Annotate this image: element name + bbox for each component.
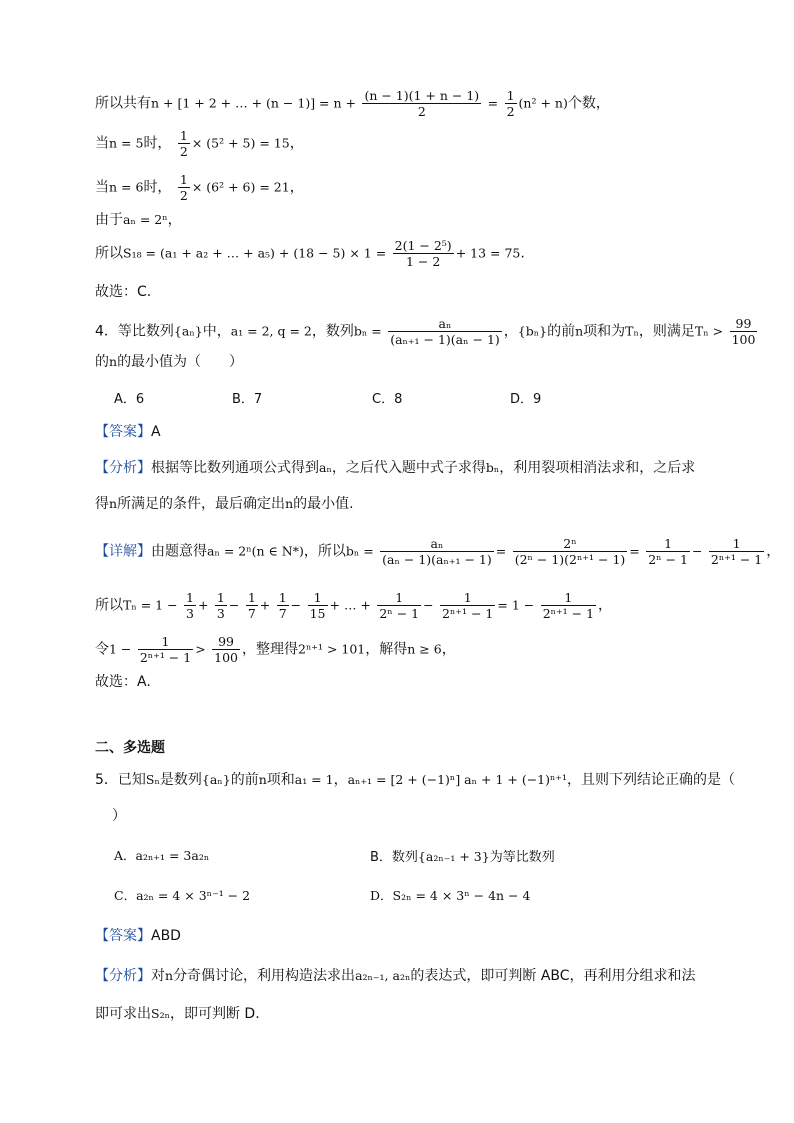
math: bₙ =: [353, 323, 382, 339]
analysis-tag: 【分析】: [95, 968, 151, 984]
text: ，: [289, 135, 304, 152]
denominator: 3: [186, 606, 194, 621]
math: bₙ: [485, 460, 500, 475]
option-c: C．8: [372, 392, 403, 407]
math: {aₙ}: [173, 323, 203, 339]
text: 所满足的条件，最后确定出: [117, 496, 286, 512]
math: n: [109, 496, 118, 511]
denominator: 2ⁿ − 1: [648, 552, 688, 567]
numerator: aₙ: [380, 536, 494, 552]
text: 的前: [230, 772, 259, 788]
numerator: 1: [646, 536, 690, 552]
denominator: 7: [278, 606, 287, 621]
text: ，: [598, 597, 613, 614]
fraction: [212, 634, 240, 665]
q5-answer: [95, 926, 181, 946]
solution-line-5: [95, 238, 525, 269]
section-heading: [95, 738, 165, 758]
detail-tag: 【详解】: [95, 543, 151, 560]
fraction: [308, 590, 328, 621]
math: n = 6: [109, 179, 144, 195]
question-4-stem: [95, 316, 759, 347]
option-c: [114, 886, 250, 904]
q4-final: [95, 672, 151, 692]
solution-line-3: [95, 172, 304, 203]
text: 中，: [202, 323, 231, 340]
answer-value: ABD: [151, 928, 181, 944]
fraction: [215, 590, 227, 621]
math: a₁ = 2, q = 2: [230, 323, 312, 339]
text: 即可求出: [95, 1006, 151, 1022]
option-d: [370, 886, 530, 904]
numerator: 1: [278, 590, 287, 605]
math: −: [691, 543, 703, 559]
fraction: [513, 536, 628, 567]
text: B．数列: [370, 850, 418, 865]
text: ，: [289, 179, 304, 196]
option-d: D．9: [510, 392, 542, 407]
math: (n² + n): [518, 95, 568, 111]
text: ，: [333, 772, 348, 788]
numerator: 1: [216, 590, 225, 605]
text: 的: [95, 354, 109, 370]
text: 所以共有: [95, 95, 151, 112]
text: 令: [95, 641, 109, 658]
denominator: (aₙ₊₁ − 1)(aₙ − 1): [390, 332, 500, 347]
math: n: [165, 968, 174, 983]
text: 的表达式，即可判断 ABC，再利用分组求和法: [410, 968, 696, 984]
math: D．S₂ₙ = 4 × 3ⁿ − 4n − 4: [370, 888, 531, 903]
text: 的前: [547, 323, 576, 340]
math: Sₙ: [145, 772, 160, 787]
fraction: [138, 634, 193, 665]
text: 所以: [95, 597, 123, 614]
fraction: [184, 590, 196, 621]
denominator: 7: [247, 606, 256, 621]
math: aₙ = 2ⁿ(n ∈ N*): [207, 543, 304, 559]
denominator: 2: [179, 144, 188, 159]
text: 4．等比数列: [95, 323, 174, 340]
answer-value: A: [151, 424, 161, 440]
text: ，所以: [303, 543, 346, 560]
question-4-stem-line-2: [95, 352, 243, 372]
math: Tₙ: [625, 323, 639, 339]
text: ，数列: [311, 323, 354, 340]
denominator: 2ⁿ − 1: [379, 606, 420, 621]
text: 分奇偶讨论，利用构造法求出: [173, 968, 356, 984]
text: 是数列: [159, 772, 202, 788]
math: S₁₈ = (a₁ + a₂ + … + a₅) + (18 − 5) × 1 =: [123, 245, 387, 261]
math: Tₙ = 1 −: [123, 597, 178, 613]
math: S₂ₙ: [151, 1006, 170, 1021]
numerator: 2(1 − 2⁵): [394, 238, 452, 253]
fraction: [380, 536, 494, 567]
text: ，整理得: [242, 641, 298, 658]
math: Tₙ >: [694, 323, 724, 339]
text: 二、多选题: [95, 740, 165, 756]
text: ，: [503, 323, 518, 340]
math: {bₙ}: [517, 323, 548, 339]
math: =: [629, 543, 640, 559]
text: ）: [112, 808, 126, 824]
text: 当: [95, 135, 109, 152]
numerator: 1: [138, 634, 193, 650]
math: = 1 −: [497, 597, 535, 613]
solution-line-4: [95, 210, 182, 230]
math: n: [575, 323, 584, 339]
question-5-stem: [95, 770, 735, 790]
numerator: 1: [308, 590, 328, 606]
math: >: [195, 641, 206, 657]
text: ，利用裂项相消法求和，之后求: [499, 460, 696, 476]
numerator: aₙ: [388, 316, 502, 332]
math: =: [487, 95, 499, 111]
text: ，: [167, 212, 182, 228]
denominator: 100: [731, 332, 756, 347]
text: 由于: [95, 212, 123, 228]
math: {aₙ}: [201, 772, 231, 787]
fraction: [730, 316, 758, 347]
question-5-stem-line-2: [112, 806, 126, 826]
text: 故选：A.: [95, 674, 151, 690]
text: 故选：C.: [95, 284, 152, 300]
numerator: 1: [709, 536, 764, 552]
math: a₂ₙ₋₁, a₂ₙ: [355, 968, 411, 983]
denominator: 2ⁿ⁺¹ − 1: [139, 650, 192, 665]
denominator: 2ⁿ⁺¹ − 1: [542, 606, 595, 621]
text: 的最小值.: [293, 496, 354, 512]
math: bₙ =: [345, 543, 374, 559]
denominator: 2: [417, 104, 426, 119]
denominator: (2ⁿ − 1)(2ⁿ⁺¹ − 1): [514, 552, 626, 567]
text: 项和为: [583, 323, 626, 340]
denominator: 2ⁿ⁺¹ − 1: [710, 552, 763, 567]
numerator: 1: [179, 172, 188, 187]
denominator: 100: [214, 650, 238, 665]
math: n ≥ 6: [407, 641, 442, 657]
text: 当: [95, 179, 109, 196]
fraction: [393, 238, 454, 269]
denominator: 3: [216, 606, 225, 621]
math: n + [1 + 2 + … + (n − 1)] = n +: [151, 95, 356, 111]
text: 得: [95, 496, 109, 512]
solution-line-2: [95, 128, 304, 159]
q5-analysis-line-1: [95, 966, 696, 986]
numerator: 1: [186, 590, 194, 605]
denominator: (aₙ − 1)(aₙ₊₁ − 1): [382, 552, 492, 567]
q5-analysis-line-2: [95, 1004, 260, 1024]
text: 5．已知: [95, 772, 146, 788]
fraction: [505, 88, 517, 119]
analysis-tag: 【分析】: [95, 460, 151, 476]
text: .: [520, 245, 525, 262]
denominator: 2ⁿ⁺¹ − 1: [442, 606, 494, 621]
math: n: [109, 354, 118, 369]
math: n = 5: [109, 135, 144, 151]
math: aₙ₊₁ = [2 + (−1)ⁿ] aₙ + 1 + (−1)ⁿ⁺¹: [347, 772, 568, 787]
fraction: [440, 590, 495, 621]
numerator: (n − 1)(1 + n − 1): [364, 88, 480, 103]
text: 对: [151, 968, 165, 984]
fraction: [377, 590, 421, 621]
text: ，即可判断 D.: [169, 1006, 260, 1022]
text: 根据等比数列通项公式得到: [151, 460, 319, 476]
denominator: 15: [309, 606, 326, 621]
text: ，: [441, 641, 456, 658]
math: × (6² + 6) = 21: [191, 179, 290, 195]
math: 1 −: [109, 641, 132, 657]
text: ，: [766, 543, 781, 560]
option-a: A．6: [114, 392, 145, 407]
math: C．a₂ₙ = 4 × 3ⁿ⁻¹ − 2: [114, 888, 251, 903]
text: 时，: [143, 135, 172, 152]
math: 2ⁿ⁺¹ > 101: [298, 641, 366, 657]
fraction: [178, 172, 190, 203]
fraction: [541, 590, 596, 621]
option-b: B．7: [232, 392, 263, 407]
math: aₙ: [319, 460, 332, 475]
text: 的最小值为（ ）: [117, 354, 244, 370]
solution-line-1: [95, 88, 610, 119]
numerator: 1: [247, 590, 256, 605]
text: 所以: [95, 245, 123, 262]
text: 项和: [266, 772, 295, 788]
text: 为等比数列: [489, 850, 555, 865]
math: {a₂ₙ₋₁ + 3}: [417, 849, 490, 864]
denominator: 2: [179, 188, 188, 203]
q4-analysis-line-1: [95, 458, 695, 478]
fraction: [388, 316, 502, 347]
math: n: [258, 772, 267, 787]
text: 时，: [143, 179, 172, 196]
text: ，解得: [365, 641, 408, 658]
text: ，之后代入题中式子求得: [331, 460, 486, 476]
option-a: [114, 846, 209, 864]
q4-sum-line: 所以Tₙ = 1 − $\frac{1}{3}$ + $\frac{1}{3}$ − $\frac{1}{7}$ + $\frac{1}{7}$ − $\frac{1}{15}$ + … + $\frac{1}{\text{2ⁿ − 1}}$ − $\frac{1}{\text{2ⁿ⁺¹ − 1}}$ = 1 − $\frac{1}{\text{2ⁿ⁺¹ − 1}}$ ，: [95, 590, 613, 621]
numerator: 1: [541, 590, 596, 606]
fraction: [709, 536, 764, 567]
fraction: [646, 536, 690, 567]
fraction: [178, 128, 190, 159]
numerator: 1: [440, 590, 495, 606]
option-b: [370, 846, 555, 865]
q4-analysis-line-2: [95, 494, 354, 514]
math: n: [285, 496, 294, 511]
text: ，则满足: [638, 323, 695, 340]
q4-answer: [95, 422, 161, 442]
fraction: [277, 590, 289, 621]
numerator: 1: [179, 128, 188, 143]
denominator: 1 − 2: [406, 254, 441, 269]
math: A．a₂ₙ₊₁ = 3a₂ₙ: [114, 848, 210, 863]
numerator: 99: [730, 316, 758, 332]
q4-detail-line-1: [95, 536, 780, 567]
numerator: 1: [506, 88, 515, 103]
fraction: [362, 88, 481, 119]
q4-let-line: [95, 634, 456, 665]
text: ，且则下列结论正确的是（: [567, 772, 736, 788]
text: 由题意得: [151, 543, 207, 560]
numerator: 99: [212, 634, 240, 650]
math: a₁ = 1: [294, 772, 334, 787]
text: 个数，: [567, 95, 610, 112]
solution-line-6: [95, 282, 151, 302]
fraction: [246, 590, 258, 621]
numerator: 1: [377, 590, 421, 606]
answer-tag: 【答案】: [95, 928, 151, 944]
math: aₙ = 2ⁿ: [123, 212, 168, 227]
math: + … +: [329, 597, 371, 613]
answer-tag: 【答案】: [95, 424, 151, 440]
denominator: 2: [506, 104, 515, 119]
math: =: [495, 543, 507, 559]
math: × (5² + 5) = 15: [191, 135, 290, 151]
math: + 13 = 75: [455, 245, 521, 261]
numerator: 2ⁿ: [513, 536, 628, 552]
